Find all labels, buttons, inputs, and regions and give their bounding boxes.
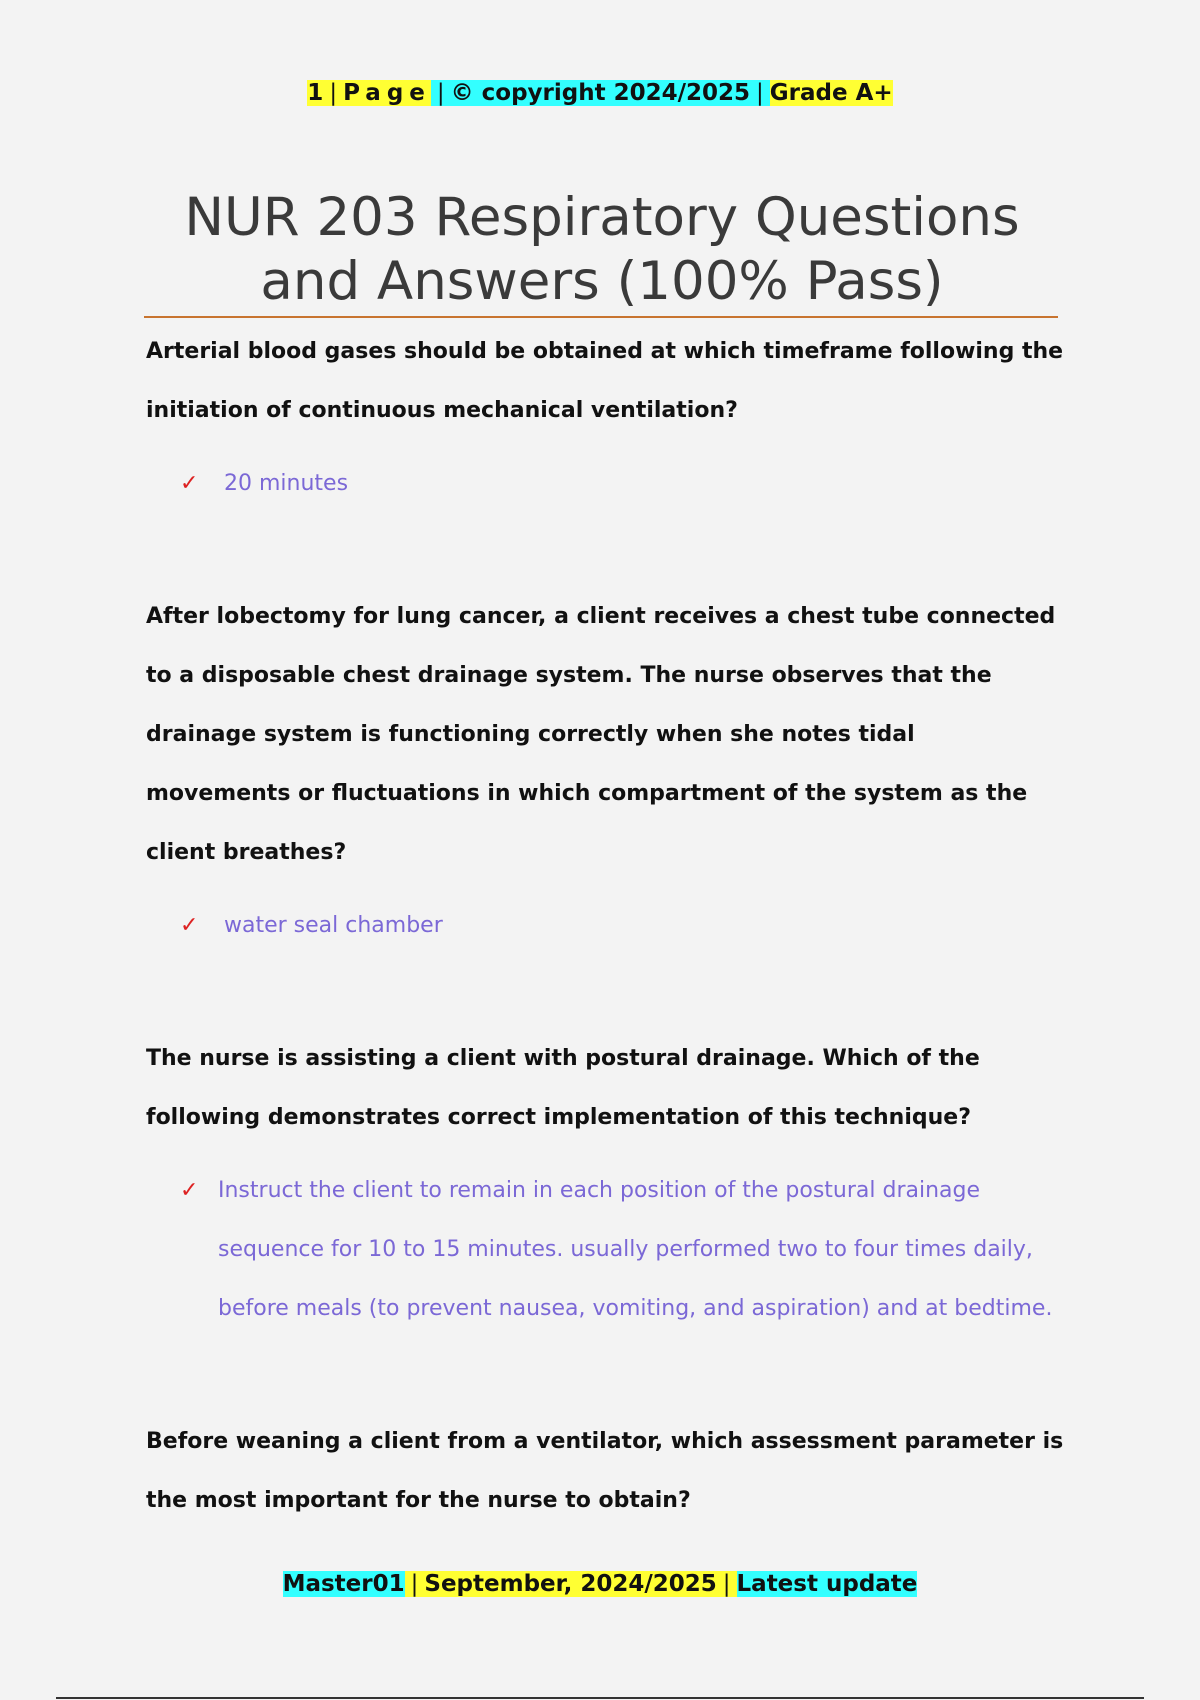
page-header <box>0 74 1200 112</box>
answer-text: 20 minutes <box>224 471 349 496</box>
answer <box>146 454 1066 513</box>
spacer <box>146 1338 1066 1412</box>
update-label: Latest update <box>736 1571 918 1597</box>
page-number: 1 <box>307 80 324 106</box>
qa-item <box>146 1412 1066 1530</box>
separator: | <box>410 1571 419 1597</box>
copyright-label <box>431 80 770 106</box>
grade-label: Grade A+ <box>769 80 893 106</box>
bottom-rule <box>56 1697 1144 1699</box>
question-text: Before weaning a client from a ventilator, which assessment parameter is the most important for the nurse to obtain? <box>146 1429 1064 1513</box>
question-text: The nurse is assisting a client with postural drainage. Which of the following demonstrates correct implementation of this technique? <box>146 1046 980 1130</box>
document-title: NUR 203 Respiratory Questions and Answers (100% Pass) <box>184 187 1020 312</box>
check-icon: ✓ <box>180 471 199 496</box>
page-word: Page <box>343 80 431 106</box>
separator: | <box>722 1571 731 1597</box>
title-underline <box>144 316 1058 318</box>
check-icon: ✓ <box>180 1178 199 1203</box>
separator: | <box>436 80 445 106</box>
author-label: Master01 <box>282 1571 405 1597</box>
copyright-text: © copyright 2024/2025 <box>450 80 751 106</box>
date-text: September, 2024/2025 <box>424 1571 717 1597</box>
date-label <box>405 1571 737 1597</box>
page-label <box>307 80 431 106</box>
qa-list <box>146 322 1066 1530</box>
qa-item <box>146 1029 1066 1338</box>
check-icon: ✓ <box>180 913 199 938</box>
answer <box>146 896 1066 955</box>
answer-text: water seal chamber <box>224 913 443 938</box>
answer <box>146 1161 1066 1338</box>
answer-text: Instruct the client to remain in each position of the postural drainage sequence for 10 to 15 minutes. usually performed two to four times daily, before meals (to prevent nausea, vomiting, and aspiration) and at bedtime. <box>218 1178 1053 1321</box>
qa-item <box>146 322 1066 513</box>
question-text: After lobectomy for lung cancer, a client receives a chest tube connected to a disposable chest drainage system. The nurse observes that the drainage system is functioning correctly when she notes tidal movements or fluctuations in which compartment of the system as the client breathes? <box>146 604 1056 865</box>
qa-item <box>146 587 1066 955</box>
separator: | <box>756 80 764 106</box>
spacer <box>146 513 1066 587</box>
spacer <box>146 955 1066 1029</box>
page-footer <box>0 1566 1200 1602</box>
separator: | <box>329 80 338 106</box>
question-text: Arterial blood gases should be obtained at which timeframe following the initiation of continuous mechanical ventilation? <box>146 339 1064 423</box>
